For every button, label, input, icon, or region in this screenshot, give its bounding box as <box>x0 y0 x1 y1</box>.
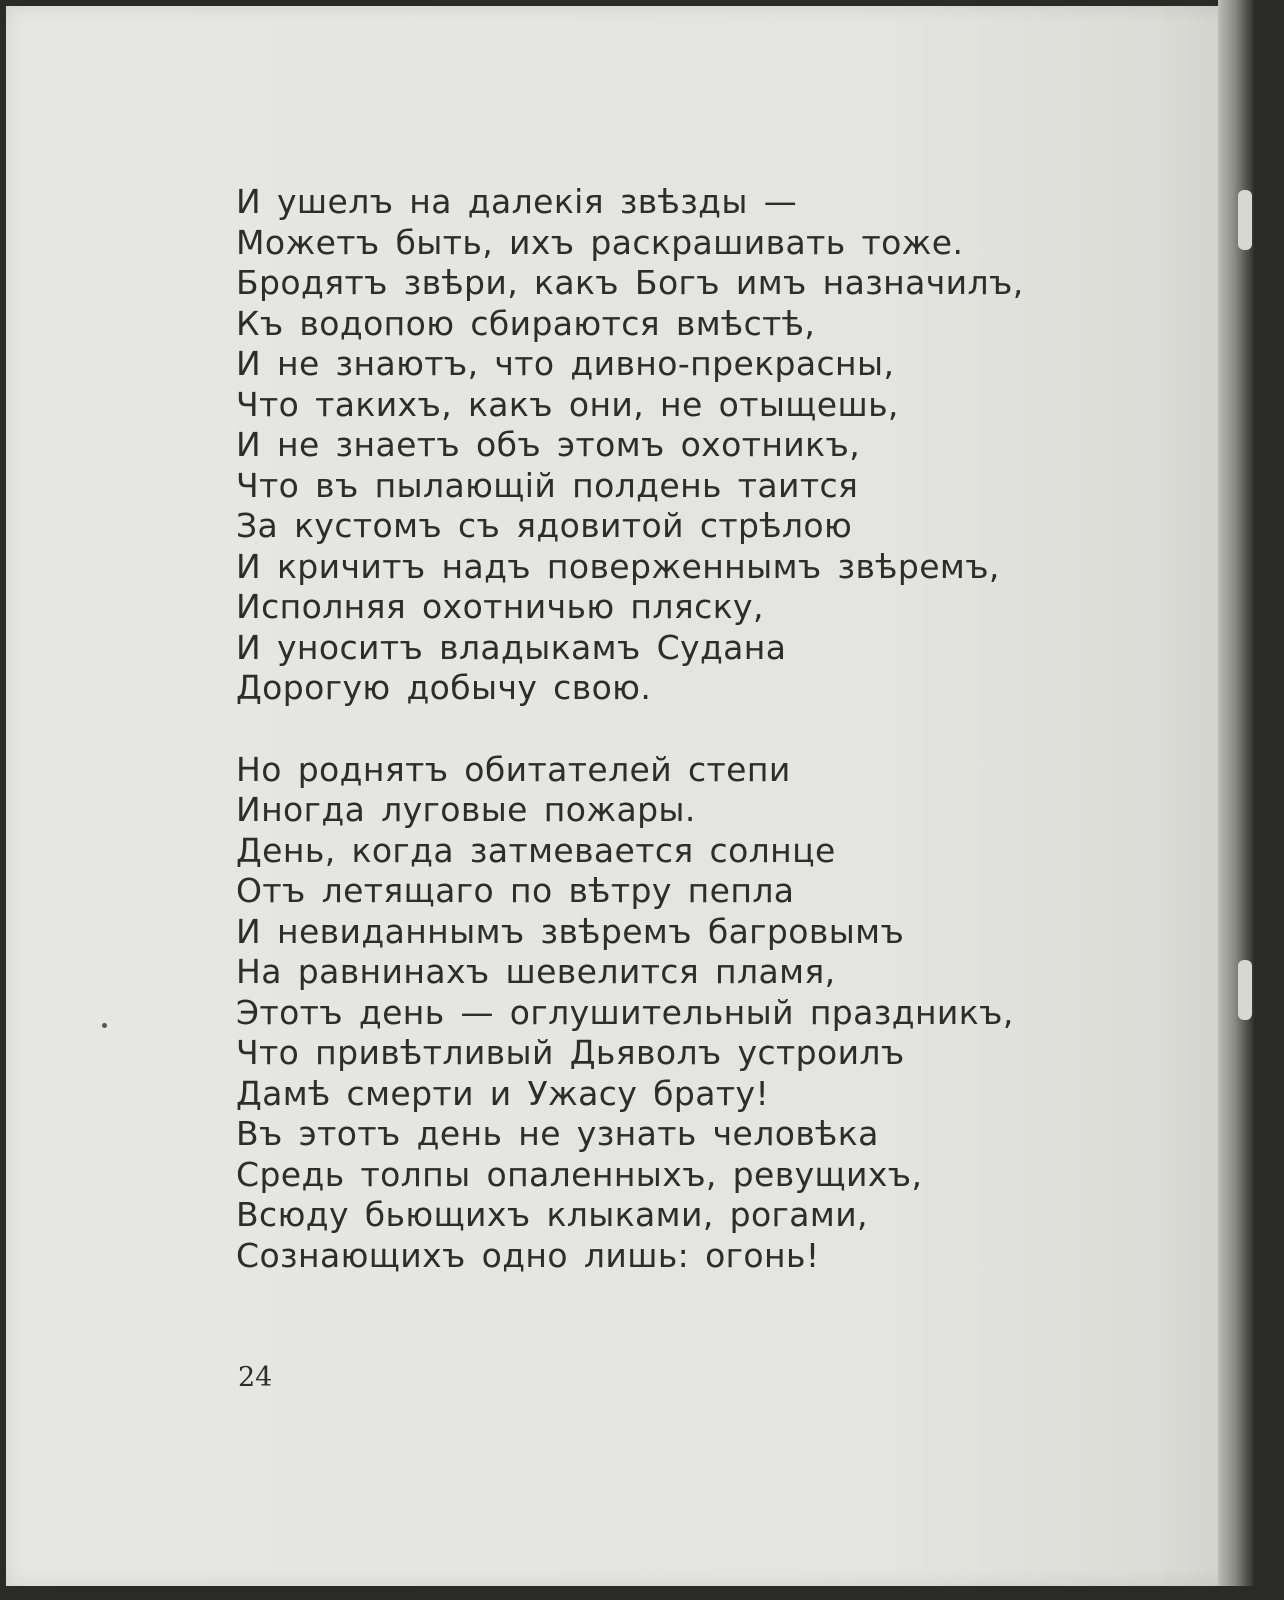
poem-line: Въ этотъ день не узнать человѣка <box>236 1114 879 1153</box>
binding-stitch-top <box>1238 190 1252 250</box>
poem-line: И кричитъ надъ поверженнымъ звѣремъ, <box>236 546 1000 586</box>
page-number: 24 <box>238 1362 273 1393</box>
poem-line: День, когда затмевается солнце <box>236 830 836 870</box>
poem-line: За кустомъ съ ядовитой стрѣлою <box>236 506 853 545</box>
poem-line: Всюду бьющихъ клыками, рогами, <box>236 1195 868 1234</box>
poem-line: И не знаютъ, что дивно-прекрасны, <box>236 344 895 383</box>
stanza-2 <box>236 750 1024 1277</box>
ink-speck <box>102 1023 107 1028</box>
poem-line: Но роднятъ обитателей степи <box>236 749 791 789</box>
poem-line: Бродятъ звѣри, какъ Богъ имъ назначилъ, <box>236 263 1024 302</box>
poem-line: На равнинахъ шевелится пламя, <box>236 952 836 991</box>
poem-line: Что привѣтливый Дьяволъ устроилъ <box>236 1033 905 1072</box>
binding-stitch-bottom <box>1238 960 1252 1020</box>
poem-line: Что въ пылающій полдень таится <box>236 465 859 505</box>
poem-line: Что такихъ, какъ они, не отыщешь, <box>236 384 899 424</box>
poem-line: Иногда луговые пожары. <box>236 790 696 829</box>
poem-line: Исполняя охотничью пляску, <box>236 587 764 626</box>
poem-line: Сознающихъ одно лишь: огонь! <box>236 1235 820 1275</box>
poem-line: И не знаетъ объ этомъ охотникъ, <box>236 425 861 464</box>
poem-line: И ушелъ на далекія звѣзды — <box>236 182 798 221</box>
stanza-1 <box>236 182 1024 709</box>
poem-line: Дамѣ смерти и Ужасу брату! <box>236 1073 770 1113</box>
poem-line: Этотъ день — оглушительный праздникъ, <box>236 992 1014 1032</box>
poem-line: И невиданнымъ звѣремъ багровымъ <box>236 911 905 951</box>
poem-line: Къ водопою сбираются вмѣстѣ, <box>236 303 816 343</box>
poem-line: Средь толпы опаленныхъ, ревущихъ, <box>236 1154 923 1194</box>
book-page <box>6 6 1254 1586</box>
poem-line: Дорогую добычу свою. <box>236 668 652 707</box>
poem-line: И уноситъ владыкамъ Судана <box>236 627 787 667</box>
poem-line: Можетъ быть, ихъ раскрашивать тоже. <box>236 222 964 262</box>
poem-line: Отъ летящаго по вѣтру пепла <box>236 871 795 910</box>
poem-text <box>236 182 1024 1276</box>
